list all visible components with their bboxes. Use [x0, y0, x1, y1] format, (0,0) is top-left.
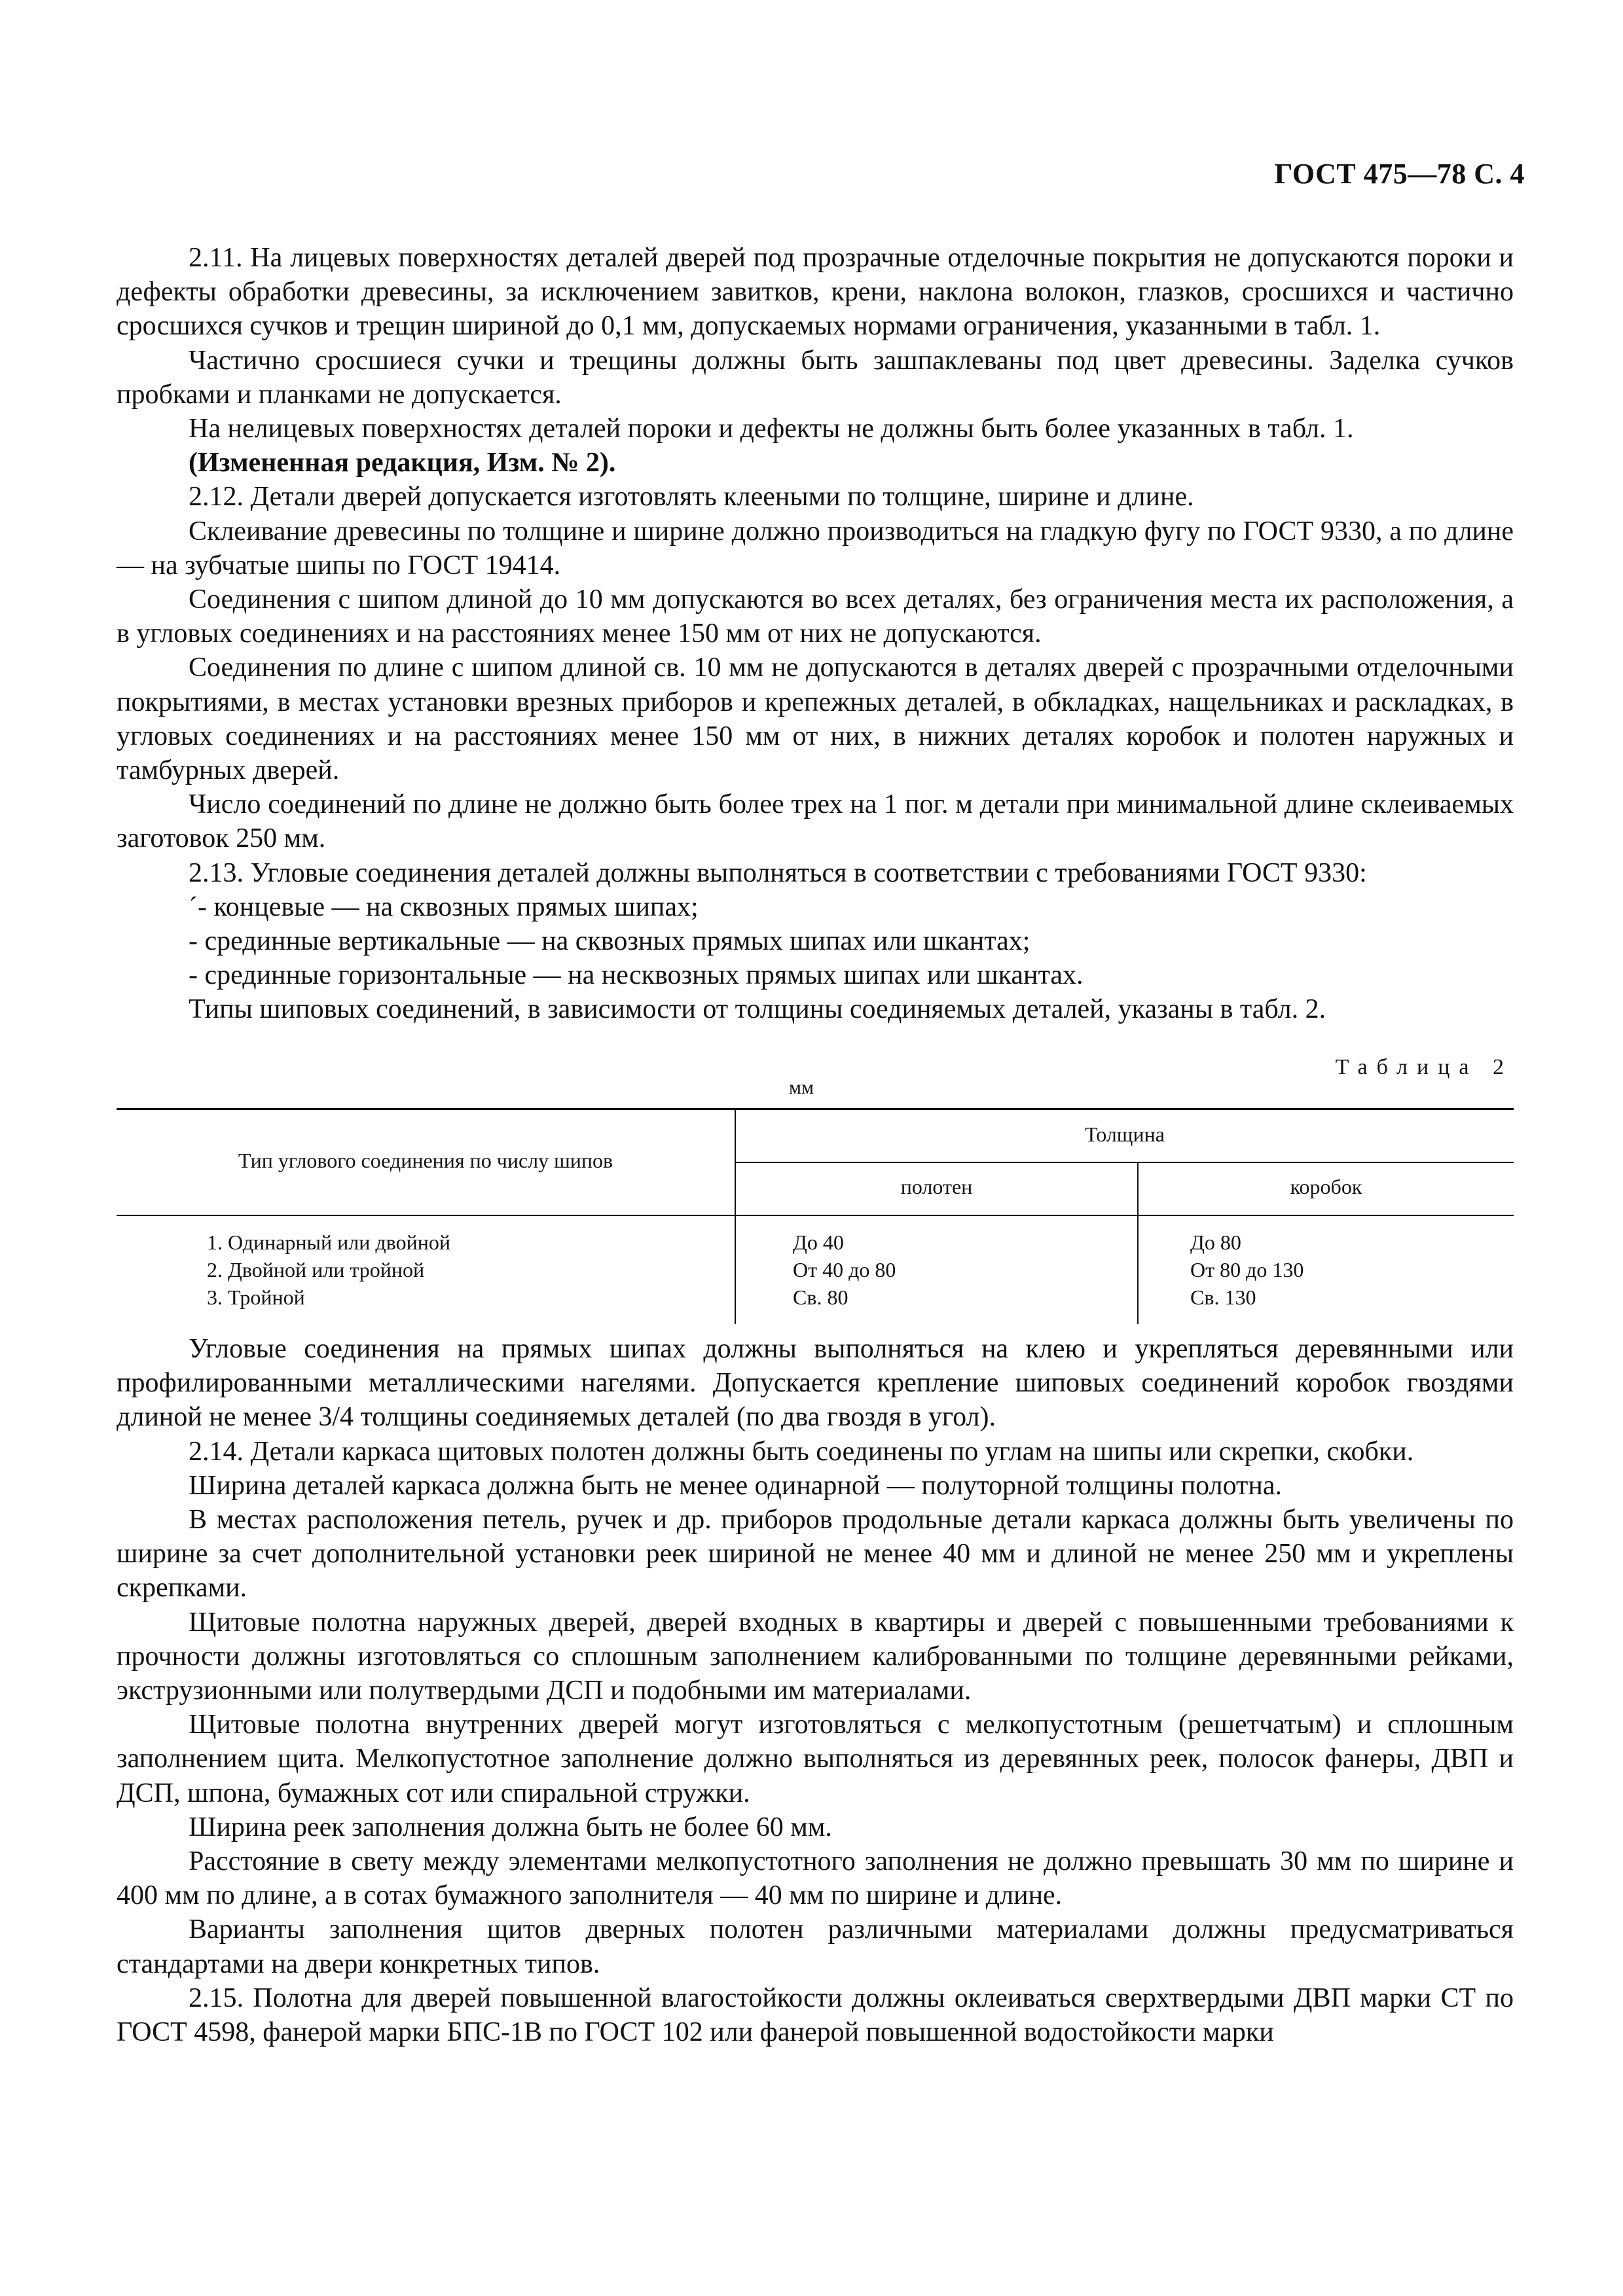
table-units: мм: [789, 1077, 814, 1098]
column-header-type: Тип углового соединения по числу шипов: [238, 1149, 613, 1172]
table-cell: До 40: [793, 1230, 844, 1254]
paragraph: 2.14. Детали каркаса щитовых полотен должны быть соединены по углам на шипы или скрепки, скобки.: [189, 1436, 1414, 1467]
paragraph: 2.11. На лицевых поверхностях деталей дверей под прозрачные отделочные покрытия не допускаются пороки и дефекты обработки древесины, за исключением завитков, крени, наклона волокон, глазков, сросшихся и частично сросшихся сучков и трещин шириной до 0,1 мм, допускаемых нормами ограничения, указанными в табл. 1.: [117, 243, 1514, 342]
table-cell: 2. Двойной или тройной: [207, 1258, 425, 1282]
paragraph: Ширина деталей каркаса должна быть не менее одинарной — полуторной толщины полотна.: [189, 1470, 1282, 1501]
amendment-note: (Измененная редакция, Изм. № 2).: [189, 448, 616, 478]
table-cell: 3. Тройной: [207, 1285, 305, 1309]
list-item: ´- концевые — на сквозных прямых шипах;: [189, 891, 699, 922]
table-cell: Св. 80: [793, 1285, 848, 1309]
paragraph: Варианты заполнения щитов дверных полотен различными материалами должны предусматриваться стандартами на двери конкретных типов.: [117, 1914, 1514, 1979]
column-header-polotna: полотен: [900, 1175, 973, 1198]
text-block-lower: [117, 1332, 1514, 2049]
list-item: - срединные вертикальные — на сквозных прямых шипах или шкантах;: [189, 926, 1030, 957]
column-korobki-values: [1190, 1229, 1304, 1311]
paragraph: Угловые соединения на прямых шипах должны выполняться на клею и укрепляться деревянными или профилированными металлическими нагелями. Допускается крепление шиповых соединений коробок гвоздями длиной не менее 3/4 толщины соединяемых деталей (по два гвоздя в угол).: [117, 1334, 1514, 1433]
paragraph: Склеивание древесины по толщине и ширине должно производиться на гладкую фугу по ГОСТ 9330, а по длине — на зубчатые шипы по ГОСТ 19414.: [117, 516, 1514, 581]
paragraph: В местах расположения петель, ручек и др. приборов продольные детали каркаса должны быть увеличены по ширине за счет дополнительной установки реек шириной не менее 40 мм и длиной не менее 250 мм и укреплены скрепками.: [117, 1505, 1514, 1604]
text-block-upper: [117, 241, 1514, 1027]
table-cell: От 40 до 80: [793, 1258, 896, 1282]
table-2: [117, 1108, 1514, 1324]
table-cell: 1. Одинарный или двойной: [207, 1230, 450, 1254]
paragraph: 2.13. Угловые соединения деталей должны выполняться в соответствии с требованиями ГОСТ 9330:: [189, 857, 1367, 888]
column-header-thickness: Толщина: [1085, 1122, 1165, 1146]
list-item: - срединные горизонтальные — на несквозных прямых шипах или шкантах.: [189, 960, 1084, 991]
paragraph: Типы шиповых соединений, в зависимости от толщины соединяемых деталей, указаны в табл. 2.: [189, 994, 1326, 1025]
paragraph: Число соединений по длине не должно быть более трех на 1 пог. м детали при минимальной длине склеиваемых заготовок 250 мм.: [117, 789, 1514, 854]
paragraph: На нелицевых поверхностях деталей пороки и дефекты не должны быть более указанных в табл. 1.: [189, 414, 1354, 444]
table-caption: Таблица 2: [1335, 1055, 1513, 1079]
table-cell: До 80: [1190, 1230, 1241, 1254]
column-type-values: [207, 1229, 450, 1311]
table-divider: [735, 1162, 1514, 1163]
table-cell: От 80 до 130: [1190, 1258, 1304, 1282]
page-header: ГОСТ 475—78 С. 4: [1274, 158, 1525, 190]
table-divider: [117, 1215, 1514, 1216]
paragraph: Соединения по длине с шипом длиной св. 10 мм не допускаются в деталях дверей с прозрачными отделочными покрытиями, в местах установки врезных приборов и крепежных деталей, в обкладках, нащельниках и раскладках, в угловых соединениях и на расстояниях менее 150 мм от них, в нижних деталях коробок и полотен наружных и тамбурных дверей.: [117, 653, 1514, 786]
paragraph: Щитовые полотна наружных дверей, дверей входных в квартиры и дверей с повышенными требованиями к прочности должны изготовляться со сплошным заполнением калиброванными по толщине деревянными рейками, экструзионными или полутвердыми ДСП и подобными им материалами.: [117, 1607, 1514, 1706]
paragraph: 2.12. Детали дверей допускается изготовлять клееными по толщине, ширине и длине.: [189, 482, 1194, 512]
paragraph: 2.15. Полотна для дверей повышенной влагостойкости должны оклеиваться сверхтвердыми ДВП марки СТ по ГОСТ 4598, фанерой марки БПС-1В по ГОСТ 102 или фанерой повышенной водостойкости марки: [117, 1982, 1514, 2048]
table-cell: Св. 130: [1190, 1285, 1256, 1309]
paragraph: Соединения с шипом длиной до 10 мм допускаются во всех деталях, без ограничения места их расположения, а в угловых соединениях и на расстояниях менее 150 мм от них не допускаются.: [117, 584, 1514, 649]
table-top-border: [117, 1108, 1514, 1110]
paragraph: Щитовые полотна внутренних дверей могут изготовляться с мелкопустотным (решетчатым) и сплошным заполнением щита. Мелкопустотное заполнение должно выполняться из деревянных реек, полосок фанеры, ДВП и ДСП, шпона, бумажных сот или спиральной стружки.: [117, 1710, 1514, 1808]
paragraph: Ширина реек заполнения должна быть не более 60 мм.: [189, 1812, 832, 1842]
column-polotna-values: [793, 1229, 896, 1311]
column-header-korobki: коробок: [1290, 1175, 1362, 1198]
paragraph: Расстояние в свету между элементами мелкопустотного заполнения не должно превышать 30 мм по ширине и 400 мм по длине, а в сотах бумажного заполнителя — 40 мм по ширине и длине.: [117, 1846, 1514, 1911]
paragraph: Частично сросшиеся сучки и трещины должны быть зашпаклеваны под цвет древесины. Заделка сучков пробками и планками не допускается.: [117, 345, 1514, 410]
